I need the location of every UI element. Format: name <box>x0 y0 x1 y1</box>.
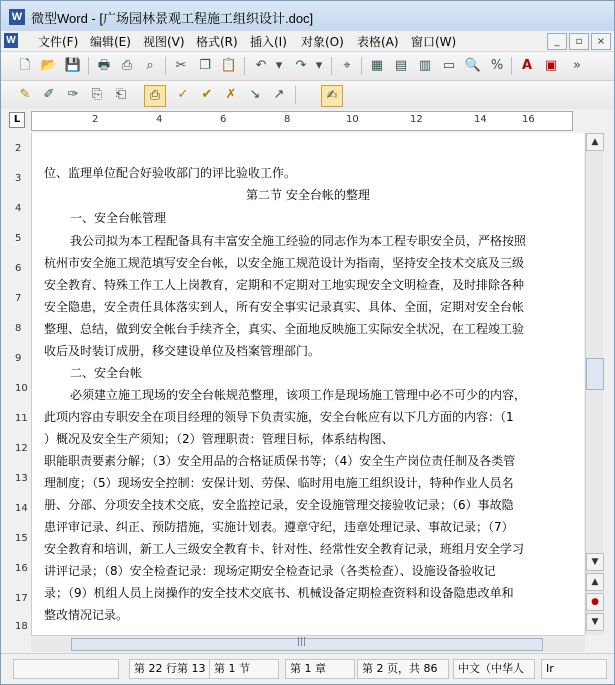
edit-paste-icon[interactable]: ⎗ <box>115 87 127 102</box>
vertical-ruler-number: 18 <box>15 621 28 632</box>
body-text-line: 整理、总结，做到安全帐台手续齐全，真实、全面地反映施工实际安全状况，在工程竣工验 <box>44 322 525 336</box>
body-text-line: 必须建立施工现场的安全台帐规范整理，该项工作是现场施工管理中必不可少的内容， <box>70 388 527 402</box>
status-row-col: 第 22 行第 13 <box>129 659 211 679</box>
ruler-number: 16 <box>522 114 535 125</box>
previous-change-icon[interactable]: ↗ <box>273 87 285 102</box>
body-text-line: 杭州市安全施工规范填写安全台帐，以安全施工规范设计为指南，坚持安全技术交底及三级 <box>44 256 525 270</box>
previous-page-button[interactable]: ▲ <box>586 573 604 591</box>
toolbar-options-icon[interactable]: » <box>573 58 581 73</box>
menu-insert[interactable]: 插入(I) <box>250 35 287 49</box>
next-page-button[interactable]: ▼ <box>586 613 604 631</box>
body-text-line: 整改情况记录。 <box>44 608 129 622</box>
toolbar-separator <box>244 57 245 75</box>
body-text-line: 安全隐患，安全责任具体落实到人，所有安全事实记录真实、具体、全面，定期对安全台帐 <box>44 300 525 314</box>
mdi-close-button[interactable]: × <box>591 33 611 50</box>
body-text-line: 位、监理单位配合好验收部门的评比验收工作。 <box>44 166 297 180</box>
vertical-ruler-number: 7 <box>15 293 22 304</box>
status-language: 中文（中华人 <box>453 659 535 679</box>
vertical-ruler-number: 4 <box>15 203 22 214</box>
body-text-line: 我公司拟为本工程配备具有丰富安全施工经验的同志作为本工程专职安全员，严格按照 <box>70 234 527 248</box>
vertical-ruler-number: 11 <box>15 413 28 424</box>
save-icon[interactable]: 💾 <box>64 58 82 73</box>
show-markup-icon[interactable]: ✍ <box>321 85 343 107</box>
vertical-ruler-number: 9 <box>15 353 22 364</box>
body-text-line: 安全教育和培训，新工人三级安全教育卡、针对性、经常性安全教育记录，班组月安全学习 <box>44 542 525 556</box>
menu-window[interactable]: 窗口(W) <box>411 35 457 49</box>
status-mode: Ir <box>541 659 607 679</box>
menu-view[interactable]: 视图(V) <box>143 35 185 49</box>
ruler-number: 14 <box>474 114 487 125</box>
highlight-edit-icon[interactable]: ✎ <box>19 87 31 102</box>
scroll-down-button[interactable]: ▼ <box>586 553 604 571</box>
toolbar-separator <box>511 57 512 75</box>
body-text-line: 册、分部、分项安全技术交底，安全监控记录，安全设施管理交接验收记录；（6）事故隐 <box>44 498 514 512</box>
ruler-number: 4 <box>156 114 163 125</box>
document-page[interactable] <box>31 133 584 635</box>
cut-icon[interactable]: ✂ <box>175 58 187 73</box>
toolbar-separator <box>361 57 362 75</box>
accept-all-icon[interactable]: ✔ <box>201 87 213 102</box>
section-heading: 第二节 安全台帐的整理 <box>246 188 370 202</box>
vertical-ruler-number: 3 <box>15 173 22 184</box>
body-text-line: 收后及时装订成册，移交建设单位及档案管理部门。 <box>44 344 321 358</box>
body-text-line: ）概况及安全生产须知；（2）管理职责：管理目标，体系结构图、 <box>44 432 394 446</box>
body-text-line: 理制度；（5）现场安全控制：安保计划、劳保、临时用电施工组织设计，特种作业人员名 <box>44 476 514 490</box>
body-text-line: 讲评记录；（8）安全检查记录：现场定期安全检查记录（各类检查）、设施设备验收记 <box>44 564 496 578</box>
status-section: 第 1 节 <box>209 659 279 679</box>
print-icon[interactable]: 🖶 <box>97 58 111 73</box>
status-bar <box>1 653 614 684</box>
font-color-icon[interactable]: A <box>521 58 533 73</box>
vertical-ruler-number: 10 <box>15 383 28 394</box>
scroll-up-button[interactable]: ▲ <box>586 133 604 151</box>
tab-selector[interactable]: L <box>9 112 25 128</box>
field-icon[interactable]: ▤ <box>394 58 408 73</box>
print-preview-icon[interactable]: ⌕ <box>146 58 154 73</box>
mdi-restore-button[interactable]: ▫ <box>569 33 589 50</box>
horizontal-ruler-row <box>1 109 614 133</box>
track-changes-icon[interactable]: ⎙ <box>144 85 166 107</box>
body-text-line: 职能职责要素分解；（3）安全用品的合格证质保书等；（4）安全生产岗位责任制及各类管 <box>44 454 516 468</box>
ruler-number: 6 <box>220 114 227 125</box>
word-app-icon[interactable]: W <box>9 9 25 25</box>
paste-icon[interactable]: 📋 <box>220 58 238 73</box>
spell-check-icon[interactable]: % <box>490 58 504 73</box>
status-page-count: 第 2 页，共 86 <box>357 659 449 679</box>
standard-toolbar <box>1 52 614 81</box>
character-format-icon[interactable]: ▣ <box>544 58 558 73</box>
edit-delete-icon[interactable]: ✑ <box>67 87 79 102</box>
page-number-icon[interactable]: ▦ <box>370 58 384 73</box>
horizontal-ruler[interactable] <box>31 111 573 131</box>
window-title: 微型Word - [广场园林景观工程施工组织设计.doc] <box>31 11 314 26</box>
menu-table[interactable]: 表格(A) <box>357 35 399 49</box>
menu-bar <box>1 31 614 52</box>
vertical-ruler-number: 14 <box>15 503 28 514</box>
body-text-line: 此项内容由专职安全在项目经理的领导下负责实施，安全台帐应有以下几方面的内容：（1 <box>44 410 514 424</box>
edit-copy-icon[interactable]: ⎘ <box>91 87 103 102</box>
browse-object-button[interactable]: ● <box>586 593 604 611</box>
vertical-ruler-number: 2 <box>15 143 22 154</box>
redo-dropdown-icon[interactable]: ▾ <box>315 58 323 73</box>
undo-icon[interactable]: ↶ <box>255 58 267 73</box>
edit-insert-icon[interactable]: ✐ <box>43 87 55 102</box>
next-change-icon[interactable]: ↘ <box>249 87 261 102</box>
header-footer-icon[interactable]: ▥ <box>418 58 432 73</box>
menu-format[interactable]: 格式(R) <box>196 35 238 49</box>
vertical-scrollbar[interactable] <box>585 133 603 635</box>
menu-file[interactable]: 文件(F) <box>38 35 79 49</box>
toolbar-separator <box>295 86 296 104</box>
pdf-export-icon[interactable]: ⎙ <box>121 58 133 73</box>
subsection-heading: 一、安全台帐管理 <box>70 211 167 225</box>
ruler-number: 8 <box>284 114 291 125</box>
status-chapter: 第 1 章 <box>285 659 355 679</box>
vertical-ruler-number: 17 <box>15 593 28 604</box>
accept-change-icon[interactable]: ✓ <box>177 87 189 102</box>
body-text-line: 安全教育、特殊工作工人上岗教育，定期和不定期对工地实现安全文明检查，及时排除各种 <box>44 278 525 292</box>
vertical-ruler-number: 5 <box>15 233 22 244</box>
vertical-scroll-thumb[interactable] <box>586 358 604 390</box>
menu-edit[interactable]: 编辑(E) <box>90 35 131 49</box>
new-document-icon[interactable]: 🗋 <box>19 58 31 73</box>
horizontal-scrollbar[interactable] <box>31 635 585 652</box>
reject-change-icon[interactable]: ✗ <box>225 87 237 102</box>
vertical-ruler-number: 12 <box>15 443 28 454</box>
subsection-heading: 二、安全台帐 <box>70 366 143 380</box>
menu-object[interactable]: 对象(O) <box>301 35 344 49</box>
vertical-ruler-number: 16 <box>15 563 28 574</box>
toolbar-separator <box>165 57 166 75</box>
toolbar-separator <box>88 57 89 75</box>
body-text-line: 患评审记录、纠正、预防措施，实施计划表。遵章守纪，违章处理记录、事故记录；（7） <box>44 520 514 534</box>
copy-icon[interactable]: ❐ <box>199 58 211 73</box>
vertical-ruler-number: 13 <box>15 473 28 484</box>
vertical-ruler <box>9 133 31 635</box>
find-binoculars-icon[interactable]: ⌖ <box>343 58 351 73</box>
body-text-line: 录；（9）机组人员上岗操作的安全技术交底书、机械设备定期检查资料和设备隐患改单和 <box>44 586 514 600</box>
review-toolbar <box>1 81 614 110</box>
redo-icon[interactable]: ↷ <box>295 58 307 73</box>
vertical-ruler-number: 8 <box>15 323 22 334</box>
undo-dropdown-icon[interactable]: ▾ <box>275 58 283 73</box>
mdi-minimize-button[interactable]: _ <box>547 33 567 50</box>
vertical-ruler-number: 6 <box>15 263 22 274</box>
scroll-grip: ||| <box>297 637 307 647</box>
zoom-icon[interactable]: 🔍 <box>464 58 482 73</box>
status-empty-panel <box>13 659 119 679</box>
title-bar <box>1 1 614 31</box>
vertical-ruler-number: 15 <box>15 533 28 544</box>
toolbar-separator <box>331 57 332 75</box>
page-view-icon[interactable]: ▭ <box>442 58 456 73</box>
ruler-number: 2 <box>92 114 99 125</box>
document-icon[interactable]: W <box>4 33 18 48</box>
open-folder-icon[interactable]: 📂 <box>40 58 58 73</box>
horizontal-scroll-thumb[interactable] <box>71 638 543 651</box>
ruler-number: 12 <box>410 114 423 125</box>
ruler-number: 10 <box>346 114 359 125</box>
